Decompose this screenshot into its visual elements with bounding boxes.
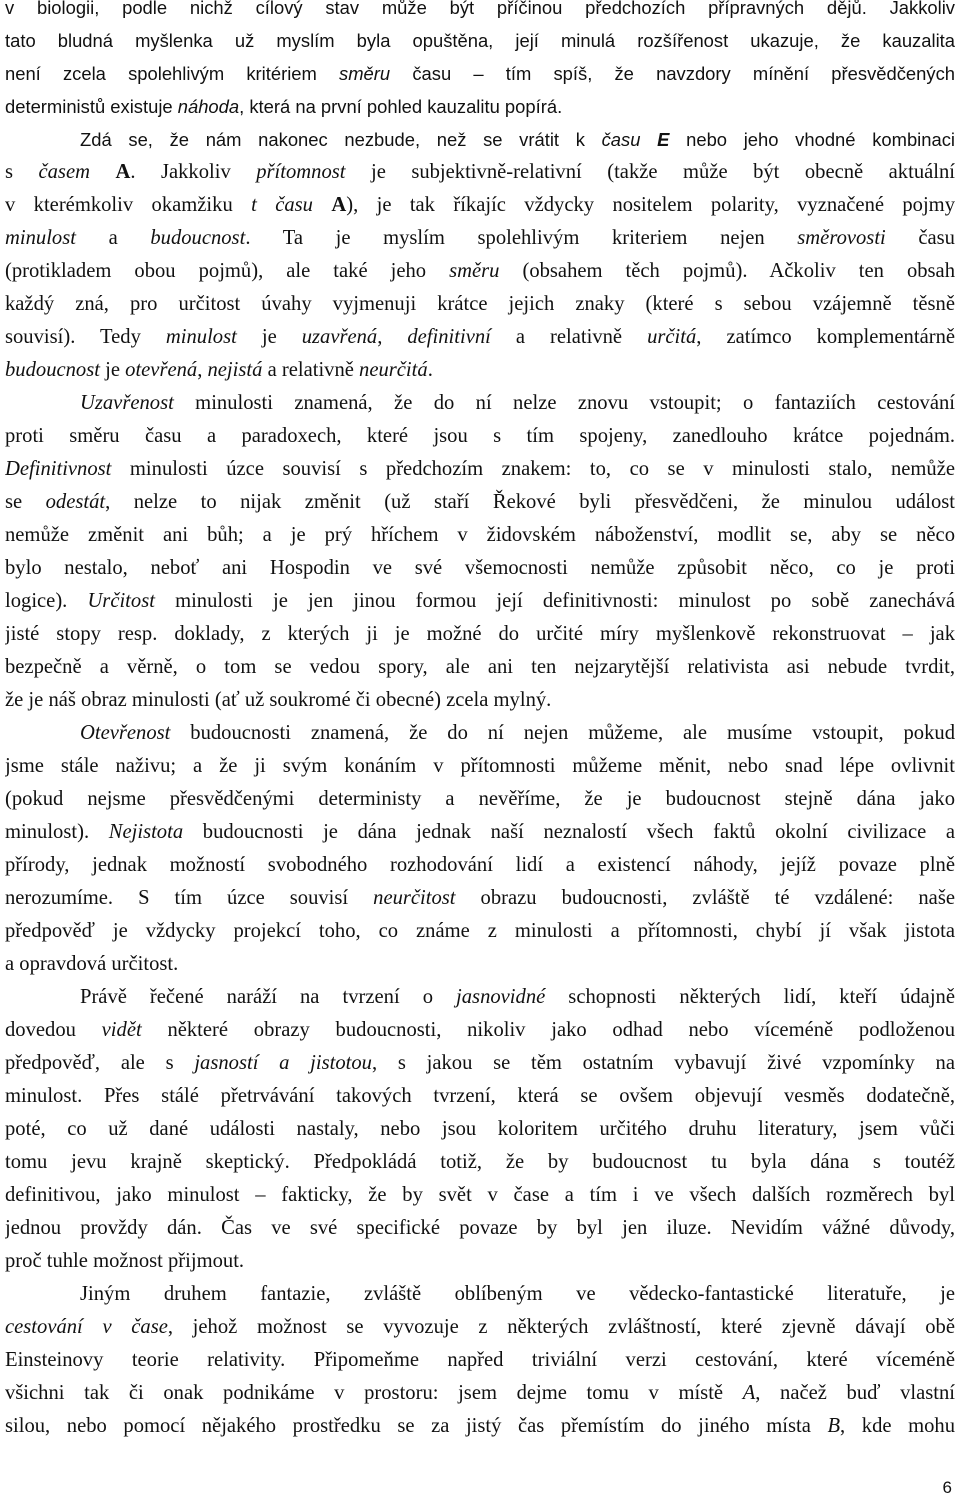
text-run: , xyxy=(197,359,208,381)
text-line xyxy=(5,1311,955,1344)
text-run: s xyxy=(5,161,39,183)
text-run: nerozumíme. S tím úzce souvisí xyxy=(5,887,374,909)
text-run: logice). xyxy=(5,590,88,612)
text-run: . xyxy=(427,359,433,381)
text-run: některé obrazy budoucnosti, nikoliv jako odhad nebo víceméně podloženou xyxy=(141,1019,955,1041)
text-run: času – tím spíš, že navzdory mínění přesvědčených xyxy=(390,63,955,84)
bold-italic-text: E xyxy=(657,129,670,150)
text-run: všichni tak či onak podnikáme v prostoru: jsem dejme tomu v místě xyxy=(5,1382,743,1404)
text-line xyxy=(5,1179,955,1212)
text-run: , xyxy=(377,326,408,348)
text-run: času xyxy=(885,227,955,249)
text-run: . Ta je myslím spolehlivým kriteriem nejen xyxy=(245,227,798,249)
italic-text: směru xyxy=(449,260,500,282)
italic-text: přítomnost xyxy=(256,161,346,183)
italic-text: odestát xyxy=(45,491,106,513)
italic-text: náhoda xyxy=(177,96,240,117)
italic-text: A xyxy=(742,1382,756,1404)
text-line xyxy=(5,288,955,321)
italic-text: budoucnost xyxy=(150,227,246,249)
text-run: přírody, jednak možností svobodného rozhodování lidí a existencí náhody, jejíž povaze plně xyxy=(5,854,955,876)
text-run: bezpečně a věrně, o tom se vedou spory, ale ani ten nejzarytější relativista asi nebude tvrdit, xyxy=(5,656,955,678)
italic-text: budoucnost xyxy=(5,359,100,381)
text-line xyxy=(5,1080,955,1113)
text-run: obrazu budoucnosti, zvláště té vzdálené: naše xyxy=(455,887,955,909)
text-run: tomu jevu krajně skeptický. Předpokládá totiž, že by budoucnost tu byla dána s toutéž xyxy=(5,1151,955,1173)
italic-text: Uzavřenost xyxy=(80,392,174,414)
text-run: ), je tak říkajíc vždycky nositelem polarity, vyznačené pojmy xyxy=(346,194,955,216)
text-run: se xyxy=(5,491,46,513)
italic-text: definitivní xyxy=(407,326,491,348)
text-run: , jehož možnost se vyvozuje z některých zvláštností, které zjevně dávají obě xyxy=(167,1316,955,1338)
text-run: deterministů existuje xyxy=(5,96,178,117)
paragraph xyxy=(5,156,955,387)
text-run: budoucnosti je dána jednak naší neznalostí všech faktů okolní civilizace a xyxy=(183,821,955,843)
text-run: v kterémkoliv okamžiku xyxy=(5,194,252,216)
text-line xyxy=(5,156,955,189)
italic-text: uzavřená xyxy=(301,326,378,348)
italic-text: Otevřenost xyxy=(80,722,171,744)
italic-text: minulost xyxy=(165,326,237,348)
text-run: Jiným druhem fantazie, zvláště oblíbeným ve vědecko-fantastické literatuře, je xyxy=(80,1283,955,1305)
italic-text: Nejistota xyxy=(108,821,184,843)
text-run: poté, co už dané události nastaly, nebo jsou koloritem určitého druhu literatury, jsem vůči xyxy=(5,1118,955,1140)
text-run: , která na první pohled kauzalitu popírá. xyxy=(239,96,563,117)
text-run: minulost). xyxy=(5,821,109,843)
text-run: tato bludná myšlenka už myslím byla opuštěna, její minulá rozšířenost ukazuje, že kauzalita xyxy=(5,30,955,51)
text-line xyxy=(5,1245,955,1278)
text-run: minulosti znamená, že do ní nelze znovu vstoupit; o fantaziích cestování xyxy=(173,392,955,414)
text-run: minulosti úzce souvisí s předchozím znakem: to, co se v minulosti stalo, nemůže xyxy=(111,458,955,480)
italic-text: cestování v čase xyxy=(5,1316,168,1338)
text-line xyxy=(5,189,955,222)
text-run: schopnosti některých lidí, kteří údajně xyxy=(545,986,955,1008)
italic-text: t času xyxy=(251,194,313,216)
text-run: Zdá se, že nám nakonec nezbude, než se vrátit k xyxy=(80,129,602,150)
bold-text: A xyxy=(331,194,347,216)
text-run: proti směru času a paradoxech, které jsou s tím spojeny, zanedlouho krátce pojednám. xyxy=(5,425,955,447)
italic-text: vidět xyxy=(101,1019,142,1041)
italic-text: jasnovidné xyxy=(456,986,546,1008)
text-line xyxy=(5,1410,955,1443)
text-run: a xyxy=(75,227,151,249)
text-line xyxy=(5,420,955,453)
paragraph xyxy=(5,981,955,1278)
text-run: a opravdová určitost. xyxy=(5,953,179,975)
text-run: jsme stále naživu; a že ji svým konáním v přítomnosti můžeme měnit, nebo snad lépe ovlivnit xyxy=(5,755,955,777)
italic-text: směru xyxy=(339,63,391,84)
text-line xyxy=(5,783,955,816)
text-run: Právě řečené naráží na tvrzení o xyxy=(80,986,457,1008)
text-run xyxy=(313,194,331,216)
text-line xyxy=(5,651,955,684)
text-run: dovedou xyxy=(5,1019,102,1041)
text-run: proč tuhle možnost přijmout. xyxy=(5,1250,245,1272)
text-line xyxy=(5,981,955,1014)
text-line xyxy=(5,552,955,585)
text-run: je xyxy=(99,359,126,381)
text-line xyxy=(5,717,955,750)
text-line xyxy=(5,519,955,552)
text-line xyxy=(5,354,955,387)
text-run: . Jakkoliv xyxy=(130,161,257,183)
text-run: je xyxy=(236,326,302,348)
text-line xyxy=(5,1146,955,1179)
text-line xyxy=(5,948,955,981)
italic-text: jasností a jistotou xyxy=(194,1052,372,1074)
text-line xyxy=(5,816,955,849)
text-run: a relativně xyxy=(490,326,648,348)
text-run: bylo nestalo, neboť ani Hospodin ve své všemocnosti nemůže způsobit něco, co je proti xyxy=(5,557,955,579)
text-run: je subjektivně-relativní (takže může být obecně aktuální xyxy=(345,161,955,183)
text-line xyxy=(5,849,955,882)
text-run: definitivou, jako minulost – fakticky, že by svět v čase a tím i ve všech dalších rozměrech byl xyxy=(5,1184,955,1206)
italic-text: Určitost xyxy=(87,590,155,612)
text-line xyxy=(5,585,955,618)
italic-text: otevřená xyxy=(125,359,198,381)
italic-text: určitá xyxy=(647,326,697,348)
text-line xyxy=(5,387,955,420)
text-run: minulosti je jen jinou formou její definitivnosti: minulost po sobě zanechává xyxy=(154,590,955,612)
text-run xyxy=(640,129,657,150)
text-run: každý zná, pro určitost úvahy vyjmenuji krátce jejich znaky (které s sebou vzájemně těsně xyxy=(5,293,955,315)
text-run: a relativně xyxy=(262,359,360,381)
text-line xyxy=(5,222,955,255)
text-line xyxy=(5,1377,955,1410)
text-line xyxy=(5,321,955,354)
paragraph xyxy=(5,717,955,981)
text-line xyxy=(5,684,955,717)
page-number: 6 xyxy=(942,1478,952,1497)
text-run: Einsteinovy teorie relativity. Připomeňme napřed triviální verzi cestování, které víceméně xyxy=(5,1349,955,1371)
text-run xyxy=(90,161,115,183)
text-run: jednou provždy dán. Čas ve své specifické povaze by byl jen iluze. Nevidím vážné důvody, xyxy=(5,1217,955,1239)
text-line xyxy=(5,1047,955,1080)
italic-text: nejistá xyxy=(207,359,263,381)
document-body xyxy=(5,0,955,1443)
text-line xyxy=(5,750,955,783)
italic-text: neurčitost xyxy=(373,887,456,909)
text-run: , nelze to nijak změnit (už staří Řekové byli přesvědčeni, že minulou událost xyxy=(105,491,955,513)
text-run: (obsahem těch pojmů). Ačkoliv ten obsah xyxy=(499,260,955,282)
text-run: jisté stopy resp. doklady, z kterých ji je možné do určité míry myšlenkově rekonstruovat – jak xyxy=(5,623,955,645)
italic-text: času xyxy=(601,129,641,150)
text-line xyxy=(5,90,955,123)
paragraph xyxy=(5,0,955,123)
text-run: , s jakou se těm ostatním vybavují živé vzpomínky na xyxy=(371,1052,955,1074)
text-line xyxy=(5,1278,955,1311)
italic-text: směrovosti xyxy=(797,227,886,249)
text-run: není zcela spolehlivým kritériem xyxy=(5,63,340,84)
text-run: (pokud nejsme přesvědčenými deterministy a nevěříme, že je budoucnost stejně dána jako xyxy=(5,788,955,810)
bold-text: A xyxy=(115,161,131,183)
text-line xyxy=(5,1113,955,1146)
italic-text: minulost xyxy=(5,227,76,249)
text-run: minulost. Přes stálé přetrvávání takových tvrzení, která se ovšem objevují vesměs dodatečně, xyxy=(5,1085,955,1107)
text-line xyxy=(5,123,955,156)
text-run: (protikladem obou pojmů), ale také jeho xyxy=(5,260,450,282)
text-line xyxy=(5,24,955,57)
text-run: předpověď, ale s xyxy=(5,1052,195,1074)
text-line xyxy=(5,0,955,24)
text-line xyxy=(5,618,955,651)
text-line xyxy=(5,57,955,90)
italic-text: B xyxy=(827,1415,841,1437)
paragraph xyxy=(5,123,955,156)
text-line xyxy=(5,1212,955,1245)
italic-text: neurčitá xyxy=(359,359,428,381)
text-run: , zatímco komplementárně xyxy=(696,326,955,348)
text-run: že je náš obraz minulosti (ať už soukromé či obecné) zcela mylný. xyxy=(5,689,552,711)
text-run: v biologii, podle nichž cílový stav může být příčinou předchozích přípravných dějů. Jakkoliv xyxy=(5,0,955,18)
text-line xyxy=(5,453,955,486)
text-run: silou, nebo pomocí nějakého prostředku se za jistý čas přemístím do jiného místa xyxy=(5,1415,828,1437)
text-line xyxy=(5,1344,955,1377)
text-line xyxy=(5,882,955,915)
text-run: předpověď je vždycky projekcí toho, co známe z minulosti a přítomnosti, chybí jí však jistota xyxy=(5,920,955,942)
text-line xyxy=(5,486,955,519)
paragraph xyxy=(5,387,955,717)
text-line xyxy=(5,915,955,948)
text-run: , načež buď vlastní xyxy=(755,1382,955,1404)
italic-text: Definitivnost xyxy=(5,458,112,480)
text-run: nebo jeho vhodné kombinaci xyxy=(669,129,955,150)
text-run: budoucnosti znamená, že do ní nejen můžeme, ale musíme vstoupit, pokud xyxy=(170,722,955,744)
text-line xyxy=(5,255,955,288)
text-line xyxy=(5,1014,955,1047)
text-run: souvisí). Tedy xyxy=(5,326,166,348)
text-run: , kde mohu xyxy=(840,1415,955,1437)
paragraph xyxy=(5,1278,955,1443)
text-run: nemůže změnit ani bůh; a je prý hříchem v židovském náboženství, modlit se, aby se něco xyxy=(5,524,955,546)
italic-text: časem xyxy=(38,161,90,183)
